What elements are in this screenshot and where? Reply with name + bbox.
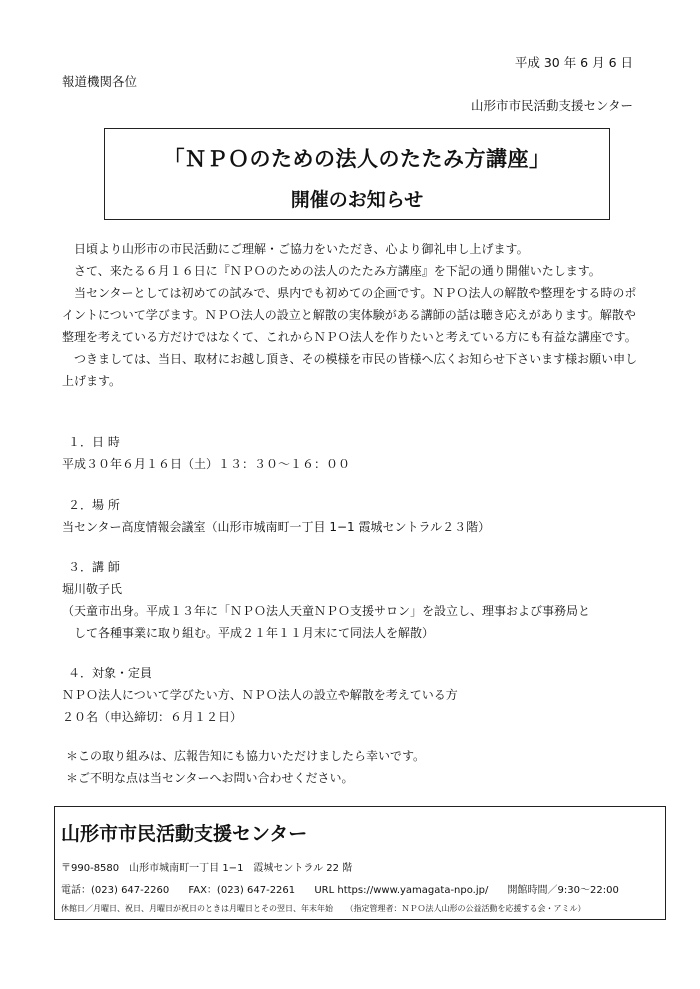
section-lecturer (62, 556, 652, 644)
body-text (62, 238, 642, 392)
section-heading: １．日 時 (68, 435, 120, 449)
footer-address: 〒990-8580 山形市城南町一丁目 1−1 霞城セントラル 22 階 (61, 863, 353, 874)
footer-fax: FAX：(023) 647-2261 (188, 885, 296, 896)
footer-closed-days: 休館日／月曜日、祝日、月曜日が祝日のときは月曜日とその翌日、年末年始 (61, 904, 333, 913)
title-main: 「ＮＰＯのための法人のたたみ方講座」 (163, 147, 551, 171)
footer-center-name: 山形市市民活動支援センター (61, 823, 308, 845)
lecturer-bio: して各種事業に取り組む。平成２１年１１月末にて同法人を解散） (74, 626, 435, 640)
section-datetime (62, 431, 652, 475)
target-audience: ＮＰＯ法人について学びたい方、ＮＰＯ法人の設立や解散を考えている方 (62, 688, 458, 702)
note-item: ＊ご不明な点は当センターへお問い合わせください。 (66, 771, 354, 785)
note-item: ＊この取り組みは、広報告知にも協力いただけましたら幸いです。 (66, 749, 426, 763)
section-heading: ２．場 所 (68, 498, 120, 512)
footer-url[interactable]: URL https://www.yamagata-npo.jp/ (314, 885, 489, 896)
footer-tel: 電話：(023) 647-2260 (61, 885, 170, 896)
notes (66, 745, 425, 789)
section-heading: ３．講 師 (68, 560, 120, 574)
footer-box (54, 806, 666, 920)
title-box (104, 128, 610, 220)
body-paragraph: 日頃より山形市の市民活動にご理解・ご協力をいただき、心より御礼申し上げます。 (74, 242, 529, 256)
section-target (62, 662, 652, 728)
place-value: 当センター高度情報会議室（山形市城南町一丁目 1−1 霞城セントラル２３階） (62, 520, 491, 534)
sender: 山形市市民活動支援センター (470, 98, 633, 113)
target-capacity: ２０名（申込締切：６月１２日） (62, 710, 243, 724)
datetime-value: 平成３０年６月１６日（土）１３：３０～１６：００ (62, 457, 351, 471)
lecturer-name: 堀川敬子氏 (62, 582, 123, 596)
body-paragraph: さて、来たる６月１６日に『ＮＰＯのための法人のたたみ方講座』を下記の通り開催いたします。 (74, 264, 601, 278)
section-place (62, 494, 652, 538)
body-paragraph: 当センターとしては初めての試みで、県内でも初めての企画です。ＮＰＯ法人の解散や整理をする時のポイントについて学びます。ＮＰＯ法人の設立と解散の実体験がある講師の話は聴き応えがあります。解散や整理を考えている方だけではなくて、これからＮＰＯ法人を作りたいと考えている方にも有益な講座です。 (62, 286, 637, 344)
footer-contact (61, 881, 635, 896)
title-sub: 開催のお知らせ (290, 189, 424, 211)
footer-hours: 開館時間／9:30～22:00 (507, 885, 619, 896)
footer-closed-info (61, 903, 586, 914)
issue-date: 平成 30 年 6 月 6 日 (514, 55, 633, 70)
body-paragraph: つきましては、当日、取材にお越し頂き、その模様を市民の皆様へ広くお知らせ下さいます様お願い申し上げます。 (62, 352, 638, 388)
lecturer-bio: （天童市出身。平成１３年に「ＮＰＯ法人天童ＮＰＯ支援サロン」を設立し、理事および事務局と (62, 604, 591, 618)
recipient: 報道機関各位 (62, 74, 138, 89)
footer-manager: （指定管理者：ＮＰＯ法人山形の公益活動を応援する会・アミル） (345, 904, 586, 913)
section-heading: ４．対象・定員 (68, 666, 153, 680)
